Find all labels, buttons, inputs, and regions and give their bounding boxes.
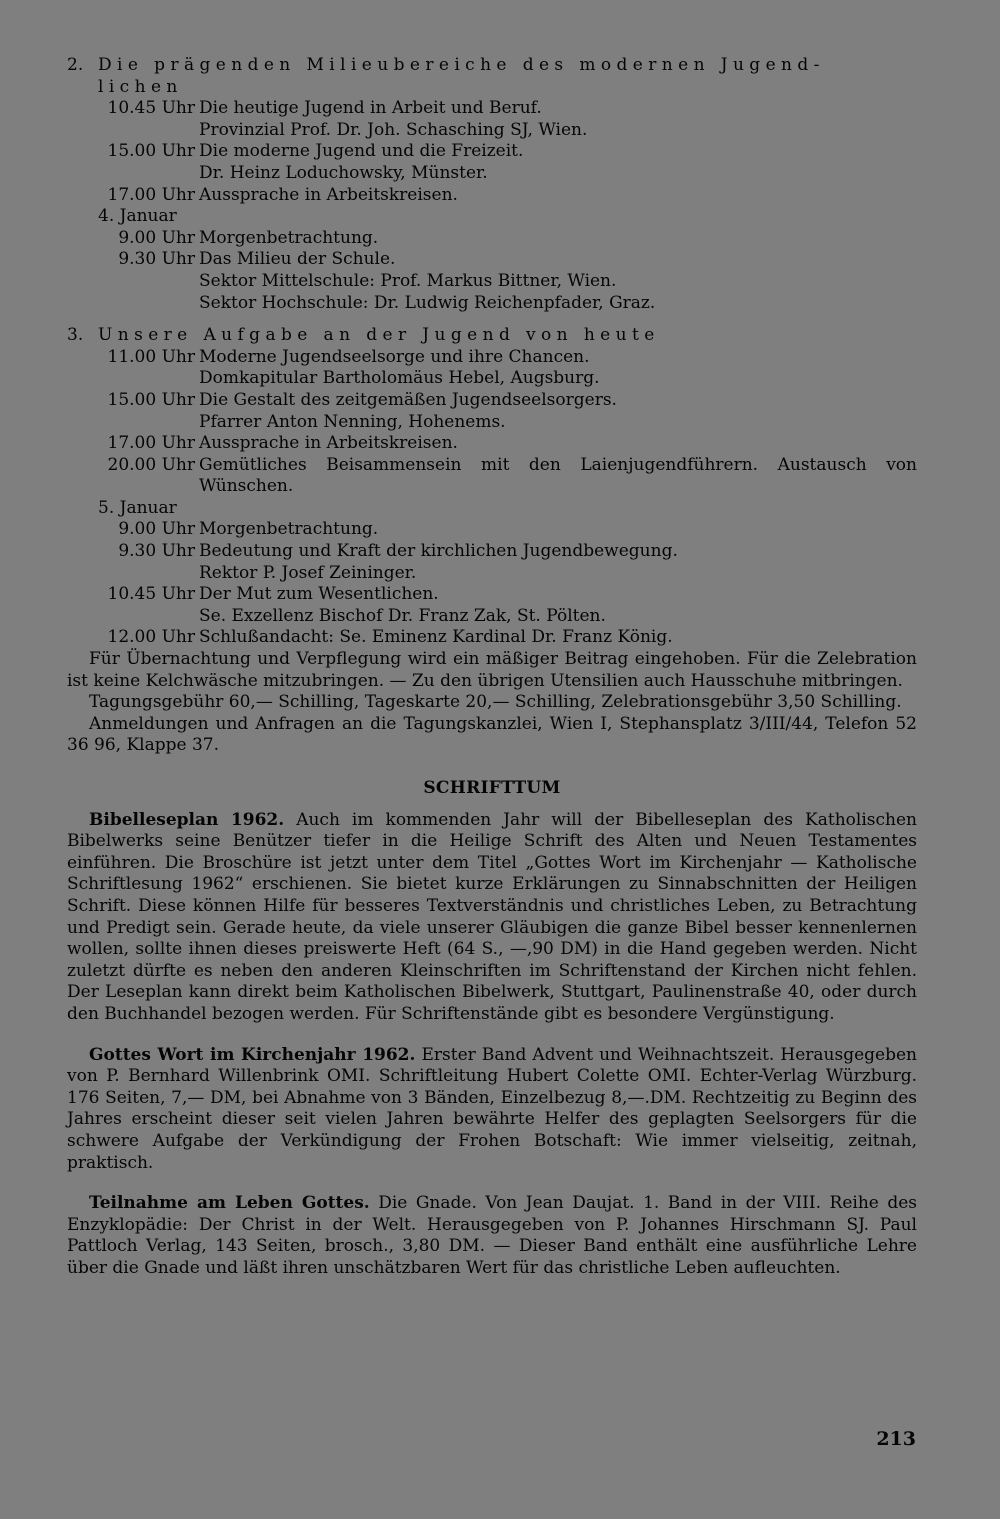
literature-entry-title: Bibelleseplan 1962. <box>89 809 285 830</box>
entry-topic: Moderne Jugendseelsorge und ihre Chancen. <box>199 346 590 367</box>
entry-time: 17.00 Uhr <box>107 184 195 205</box>
day-heading: 5. Januar <box>98 497 177 518</box>
literature-entry <box>67 1045 917 1175</box>
entry-speaker: Domkapitular Bartholomäus Hebel, Augsburg. <box>199 368 600 389</box>
entry-speaker: Pfarrer Anton Nenning, Hohenems. <box>199 411 506 432</box>
section-number: 3. <box>67 325 84 346</box>
entry-time: 20.00 Uhr <box>107 454 195 475</box>
entry-time: 15.00 Uhr <box>107 141 195 162</box>
schedule-entry <box>67 433 917 455</box>
entry-description <box>199 390 917 433</box>
page-content <box>67 55 917 1279</box>
schedule-entry <box>67 390 917 433</box>
day-heading: 4. Januar <box>98 206 177 227</box>
schedule-entry <box>67 141 917 184</box>
entry-time: 9.00 Uhr <box>118 519 195 540</box>
entry-time: 9.00 Uhr <box>118 227 195 248</box>
entry-description <box>199 347 917 390</box>
entry-time: 12.00 Uhr <box>107 627 195 648</box>
entry-time: 11.00 Uhr <box>107 346 195 367</box>
entry-time: 15.00 Uhr <box>107 389 195 410</box>
entry-description <box>199 584 917 627</box>
entry-topic: Der Mut zum Wesentlichen. <box>199 584 439 605</box>
entry-time: 17.00 Uhr <box>107 433 195 454</box>
section-title: Die prägenden Milieubereiche des modernen Jugend- <box>98 55 825 75</box>
entry-topic: Die Gestalt des zeitgemäßen Jugendseelsorgers. <box>199 389 617 410</box>
entry-description <box>199 455 917 498</box>
section-title-continuation: lichen <box>98 76 183 97</box>
entry-topic: Gemütliches Beisammensein mit den Laienjugendführern. Austausch von Wünschen. <box>199 454 917 497</box>
entry-topic: Morgenbetrachtung. <box>199 519 379 540</box>
entry-topic: Aussprache in Arbeitskreisen. <box>199 184 458 205</box>
schedule-entry <box>67 98 917 141</box>
entry-speaker: Sektor Mittelschule: Prof. Markus Bittner, Wien. <box>199 270 617 291</box>
schedule-entry <box>67 519 917 541</box>
entry-speaker: Provinzial Prof. Dr. Joh. Schasching SJ, Wien. <box>199 119 588 140</box>
literature-entry-title: Gottes Wort im Kirchenjahr 1962. <box>89 1044 416 1065</box>
entry-time: 9.30 Uhr <box>118 249 195 270</box>
entry-description <box>199 433 917 455</box>
entry-topic: Die heutige Jugend in Arbeit und Beruf. <box>199 98 542 119</box>
entry-topic: Aussprache in Arbeitskreisen. <box>199 433 458 454</box>
entry-description <box>199 541 917 584</box>
section-number: 2. <box>67 55 84 75</box>
entry-description <box>199 185 917 207</box>
note-accommodation: Für Übernachtung und Verpflegung wird ein mäßiger Beitrag eingehoben. Für die Zelebration ist keine Kelchwäsche mitzubringen. — Zu den übrigen Utensilien auch Hausschuhe mitbringen. <box>67 649 917 691</box>
section-heading <box>67 55 917 77</box>
program-section-3 <box>67 325 917 649</box>
literature-entry-text: Erster Band Advent und Weihnachtszeit. Herausgegeben von P. Bernhard Willenbrink OMI. Schriftleitung Hubert Colette OMI. Echter-Verlag Würzburg. 176 Seiten, 7,— DM, bei Abnahme von 3 Bänden, Einzelbezug 8,—.DM. Rechtzeitig zu Beginn des Jahres erscheint dieser seit vielen Jahren bewährte Helfer des geplagten Seelsorgers für die schwere Aufgabe der Verkündigung der Frohen Botschaft: Wie immer vielseitig, zeitnah, praktisch. <box>67 1044 917 1173</box>
schedule-entry <box>67 584 917 627</box>
literature-entry <box>67 1193 917 1279</box>
section-title: Unsere Aufgabe an der Jugend von heute <box>98 325 660 346</box>
entry-topic: Das Milieu der Schule. <box>199 249 396 270</box>
schedule-entry <box>67 627 917 649</box>
schedule-entry <box>67 541 917 584</box>
literature-entry <box>67 810 917 1026</box>
program-section-2 <box>67 55 917 314</box>
entry-description <box>199 519 917 541</box>
entry-description <box>199 228 917 250</box>
entry-time: 10.45 Uhr <box>107 98 195 119</box>
entry-speaker: Sektor Hochschule: Dr. Ludwig Reichenpfader, Graz. <box>199 292 656 313</box>
schedule-entry <box>67 249 917 314</box>
entry-description <box>199 98 917 141</box>
entry-topic: Morgenbetrachtung. <box>199 227 379 248</box>
schedule-entry <box>67 347 917 390</box>
entry-speaker: Se. Exzellenz Bischof Dr. Franz Zak, St. Pölten. <box>199 605 606 626</box>
schedule-entry <box>67 228 917 250</box>
entry-description <box>199 249 917 314</box>
schedule-entry <box>67 185 917 207</box>
entry-speaker: Rektor P. Josef Zeininger. <box>199 562 417 583</box>
entry-time: 10.45 Uhr <box>107 584 195 605</box>
page-number: 213 <box>876 1428 916 1450</box>
entry-time: 9.30 Uhr <box>118 541 195 562</box>
entry-speaker: Dr. Heinz Loduchowsky, Münster. <box>199 162 488 183</box>
entry-topic: Bedeutung und Kraft der kirchlichen Jugendbewegung. <box>199 541 678 562</box>
entry-topic: Schlußandacht: Se. Eminenz Kardinal Dr. Franz König. <box>199 627 673 648</box>
literature-entry-text: Auch im kommenden Jahr will der Bibelleseplan des Katholischen Bibelwerks seine Benützer tiefer in die Heilige Schrift des Alten und Neuen Testamentes einführen. Die Broschüre ist jetzt unter dem Titel „Gottes Wort im Kirchenjahr — Katholische Schriftlesung 1962“ erschienen. Sie bietet kurze Erklärungen zu Sinnabschnitten der Heiligen Schrift. Diese können Hilfe für besseres Textverständnis und christliches Leben, zu Betrachtung und Predigt sein. Gerade heute, da viele unserer Gläubigen die ganze Bibel besser kennenlernen wollen, sollte ihnen dieses preiswerte Heft (64 S., —,90 DM) in die Hand gegeben werden. Nicht zuletzt dürfte es neben den anderen Kleinschriften im Schriftenstand der Kirchen nicht fehlen. Der Leseplan kann direkt beim Katholischen Bibelwerk, Stuttgart, Paulinenstraße 40, oder durch den Buchhandel bezogen werden. Für Schriftenstände gibt es besondere Vergünstigung. <box>67 809 917 1024</box>
note-registration: Anmeldungen und Anfragen an die Tagungskanzlei, Wien I, Stephansplatz 3/III/44, Telefon 52 36 96, Klappe 37. <box>67 713 917 756</box>
literature-heading: SCHRIFTTUM <box>423 778 561 798</box>
entry-topic: Die moderne Jugend und die Freizeit. <box>199 141 524 162</box>
literature-entry-title: Teilnahme am Leben Gottes. <box>89 1193 370 1214</box>
literature-entry-text: Die Gnade. Von Jean Daujat. 1. Band in der VIII. Reihe des Enzyklopädie: Der Christ in der Welt. Herausgegeben von P. Johannes Hirschmann SJ. Paul Pattloch Verlag, 143 Seiten, brosch., 3,80 DM. — Dieser Band enthält eine ausführliche Lehre über die Gnade und läßt ihren unschätzbaren Wert für das christliche Leben aufleuchten. <box>67 1193 917 1278</box>
section-heading <box>67 325 917 347</box>
entry-description <box>199 627 917 649</box>
entry-description <box>199 141 917 184</box>
note-fees: Tagungsgebühr 60,— Schilling, Tageskarte 20,— Schilling, Zelebrationsgebühr 3,50 Schilling. <box>89 692 902 713</box>
schedule-entry <box>67 455 917 498</box>
